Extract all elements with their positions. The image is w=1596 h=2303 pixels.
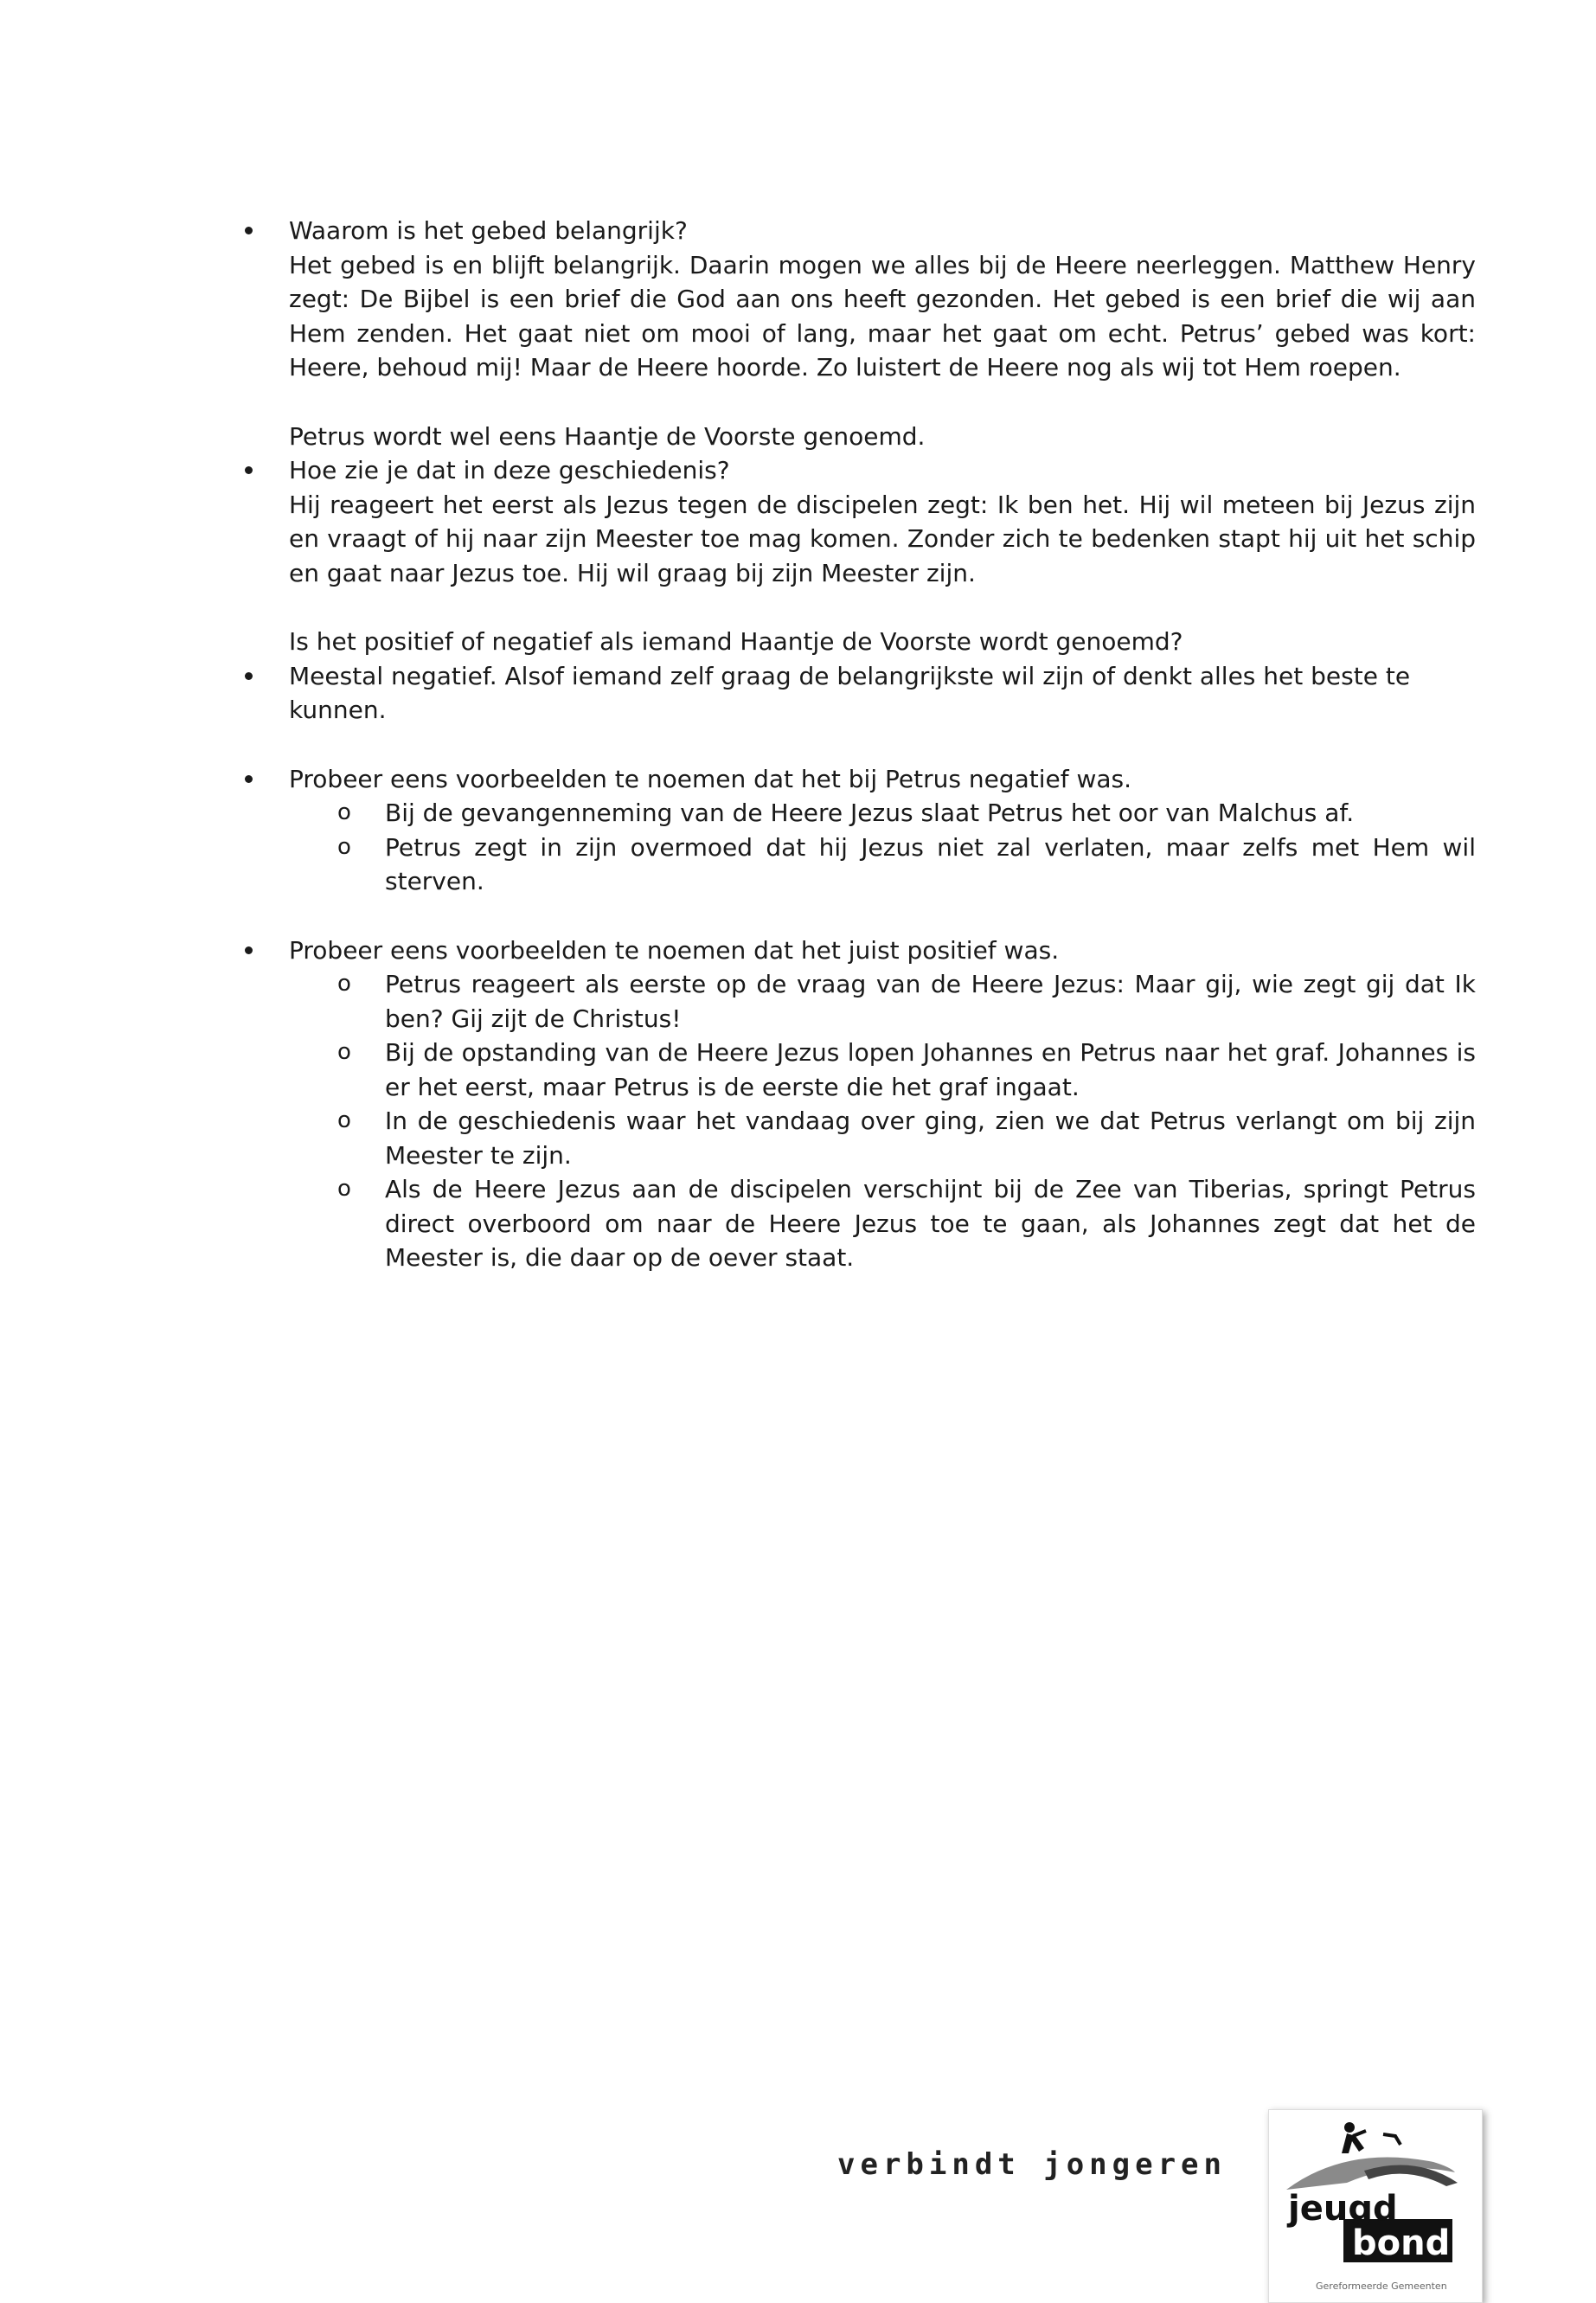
list-item-answer xyxy=(289,659,1476,728)
sub-bullet-marker: o xyxy=(337,799,351,825)
logo-word-bond: bond xyxy=(1352,2223,1451,2263)
bullet-marker xyxy=(245,672,253,680)
jeugdbond-logo xyxy=(1268,2109,1483,2303)
sub-bullet-marker: o xyxy=(337,1039,351,1065)
sub-bullet-marker: o xyxy=(337,833,351,860)
sub-list-item xyxy=(337,1104,1476,1172)
question-text: Probeer eens voorbeelden te noemen dat het bij Petrus negatief was. xyxy=(289,764,1132,793)
sub-item-text: Petrus reageert als eerste op de vraag van de Heere Jezus: Maar gij, wie zegt gij dat Ik ben? Gij zijt de Christus! xyxy=(385,970,1476,1033)
list-item-question xyxy=(289,453,1476,488)
intro-text: Is het positief of negatief als iemand Haantje de Voorste wordt genoemd? xyxy=(289,627,1183,656)
sub-item-text: Bij de gevangenneming van de Heere Jezus slaat Petrus het oor van Malchus af. xyxy=(385,799,1355,827)
sub-bullet-marker: o xyxy=(337,971,351,997)
sub-item-text: Bij de opstanding van de Heere Jezus lopen Johannes en Petrus naar het graf. Johannes is er het eerst, maar Petrus is de eerste die het graf ingaat. xyxy=(385,1038,1476,1101)
document-body xyxy=(289,214,1476,1275)
sub-bullet-marker: o xyxy=(337,1176,351,1202)
sub-bullet-marker: o xyxy=(337,1107,351,1133)
intro-text: Petrus wordt wel eens Haantje de Voorste genoemd. xyxy=(289,421,926,451)
question-text: Waarom is het gebed belangrijk? xyxy=(289,216,688,245)
question-text: Probeer eens voorbeelden te noemen dat het juist positief was. xyxy=(289,935,1060,965)
answer-text: Meestal negatief. Alsof iemand zelf graag de belangrijkste wil zijn of denkt alles het beste te kunnen. xyxy=(289,661,1411,724)
sub-list-item xyxy=(337,1036,1476,1104)
bullet-marker xyxy=(245,227,253,234)
sub-item-text: In de geschiedenis waar het vandaag over ging, zien we dat Petrus verlangt om bij zijn Meester te zijn. xyxy=(385,1107,1476,1170)
sub-list-item xyxy=(337,796,1476,831)
answer-text: Hij reageert het eerst als Jezus tegen de discipelen zegt: Ik ben het. Hij wil meteen bij Jezus zijn en vraagt of hij naar zijn Meester toe mag komen. Zonder zich te bedenken stapt hij uit het schip en gaat naar Jezus toe. Hij wil graag bij zijn Meester zijn. xyxy=(289,490,1476,587)
sub-list-item xyxy=(337,967,1476,1036)
sub-item-text: Petrus zegt in zijn overmoed dat hij Jezus niet zal verlaten, maar zelfs met Hem wil sterven. xyxy=(385,832,1476,895)
logo-word-jeugd: jeugd xyxy=(1288,2189,1398,2229)
list-item-question xyxy=(289,214,1476,248)
logo-subtitle: Gereformeerde Gemeenten xyxy=(1316,2281,1447,2292)
list-item-question xyxy=(289,762,1476,797)
list-item-question xyxy=(289,933,1476,968)
sub-list-item xyxy=(337,831,1476,899)
footer-tagline: verbindt jongeren xyxy=(837,2147,1227,2182)
sub-list-item xyxy=(337,1172,1476,1275)
bullet-marker xyxy=(245,775,253,783)
sub-item-text: Als de Heere Jezus aan de discipelen verschijnt bij de Zee van Tiberias, springt Petrus direct overboord om naar de Heere Jezus toe te gaan, als Johannes zegt dat het de Meester is, die daar op de oever staat. xyxy=(385,1175,1476,1272)
bullet-marker xyxy=(245,466,253,474)
bullet-marker xyxy=(245,946,253,954)
answer-text: Het gebed is en blijft belangrijk. Daarin mogen we alles bij de Heere neerleggen. Matthew Henry zegt: De Bijbel is een brief die God aan ons heeft gezonden. Het gebed is een brief die wij aan Hem zenden. Het gaat niet om mooi of lang, maar het gaat om echt. Petrus’ gebed was kort: Heere, behoud mij! Maar de Heere hoorde. Zo luistert de Heere nog als wij tot Hem roepen. xyxy=(289,250,1476,382)
question-text: Hoe zie je dat in deze geschiedenis? xyxy=(289,456,730,484)
